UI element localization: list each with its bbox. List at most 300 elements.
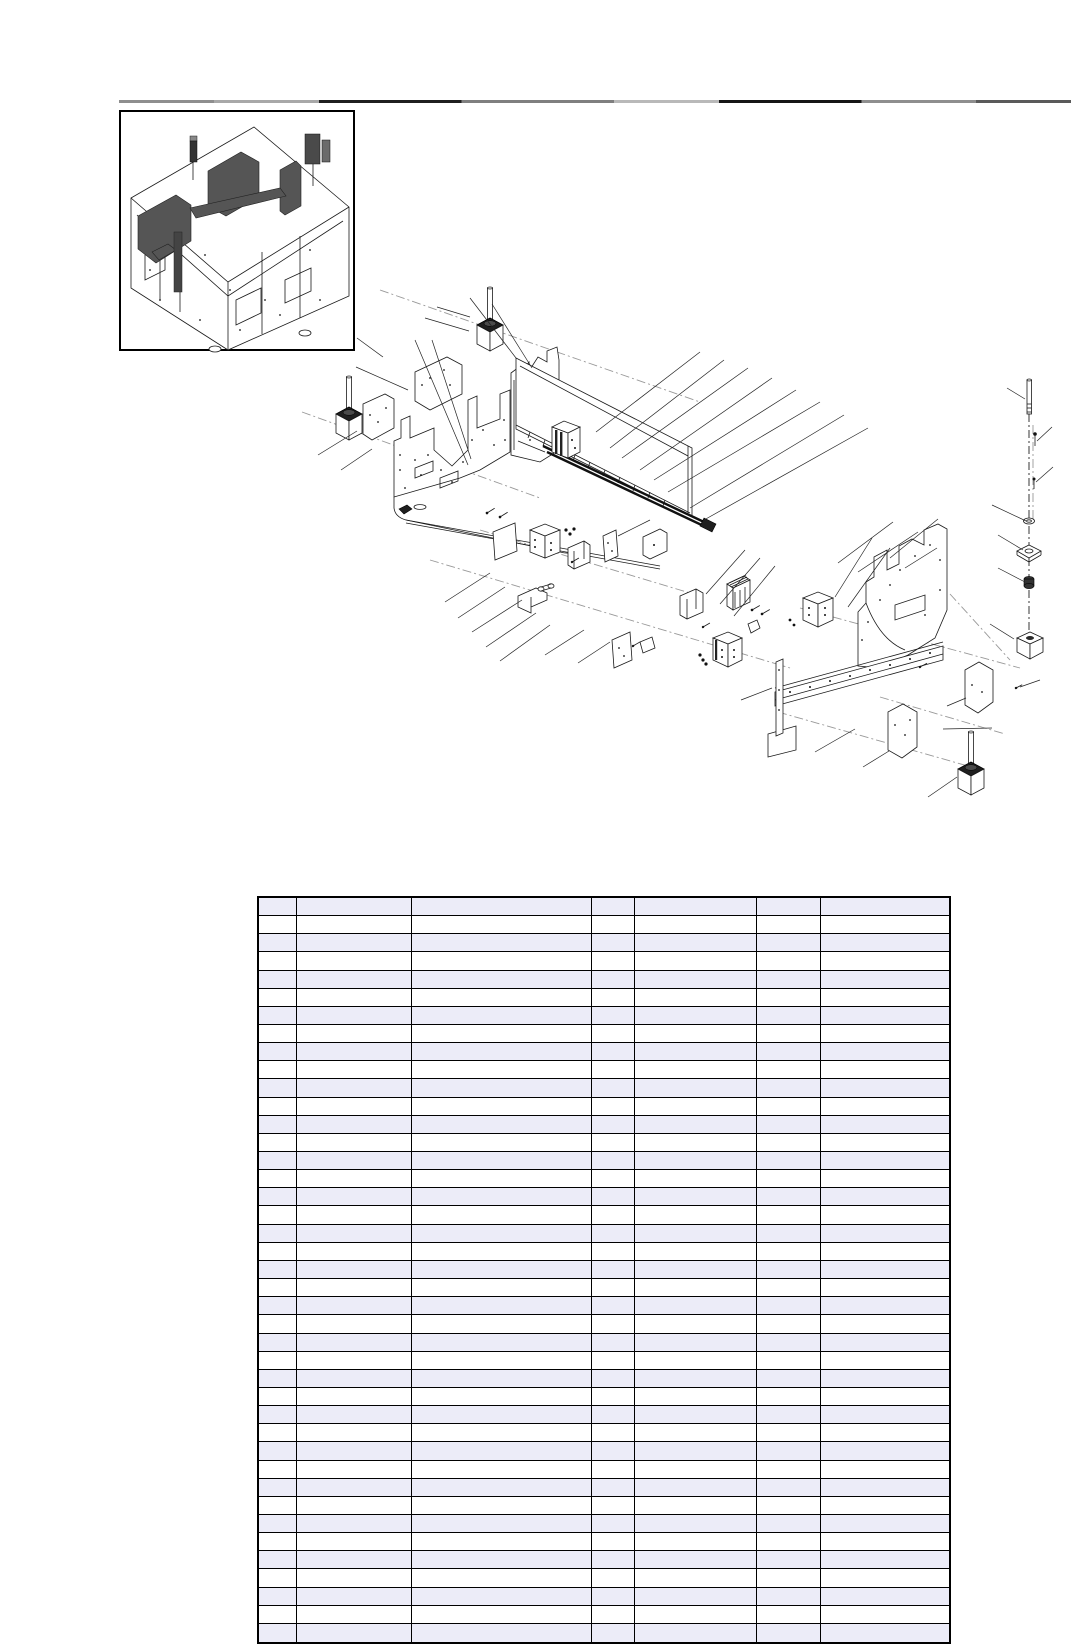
table-cell [592, 1279, 635, 1297]
table-cell [757, 934, 822, 952]
table-cell [635, 1352, 757, 1370]
table-cell [259, 1479, 297, 1497]
table-cell [635, 1388, 757, 1406]
table-cell [635, 1461, 757, 1479]
table-cell [297, 1261, 412, 1279]
washer [1024, 518, 1035, 524]
lock-nut [1024, 576, 1034, 588]
table-cell [412, 1279, 592, 1297]
table-cell [259, 1261, 297, 1279]
table-cell [592, 934, 635, 952]
table-cell [259, 1061, 297, 1079]
table-cell [635, 989, 757, 1007]
table-cell [259, 1406, 297, 1424]
table-cell [412, 1442, 592, 1460]
table-cell [412, 1225, 592, 1243]
table-cell [297, 1007, 412, 1025]
table-cell [297, 1134, 412, 1152]
table-cell [757, 1025, 822, 1043]
table-cell [592, 1424, 635, 1442]
table-cell [757, 1533, 822, 1551]
table-cell [412, 1424, 592, 1442]
table-cell [297, 1515, 412, 1533]
table-cell [592, 1098, 635, 1116]
table-cell [635, 1261, 757, 1279]
table-cell [757, 1388, 822, 1406]
table-cell [259, 1370, 297, 1388]
table-cell [635, 1606, 757, 1624]
table-cell [757, 1315, 822, 1333]
table-cell [412, 1479, 592, 1497]
table-cell [412, 916, 592, 934]
table-cell [297, 1424, 412, 1442]
table-cell [412, 1388, 592, 1406]
table-cell [592, 989, 635, 1007]
table-cell [757, 1279, 822, 1297]
table-cell [592, 952, 635, 970]
table-cell [592, 1606, 635, 1624]
table-cell [412, 1297, 592, 1315]
table-cell [757, 1424, 822, 1442]
table-cell [259, 1497, 297, 1515]
table-cell [592, 1370, 635, 1388]
table-cell [757, 1152, 822, 1170]
table-cell [635, 1315, 757, 1333]
table-cell [259, 1315, 297, 1333]
table-cell [412, 1170, 592, 1188]
rear-panel [516, 358, 692, 517]
table-cell [635, 1152, 757, 1170]
table-cell [592, 1134, 635, 1152]
table-cell [259, 1569, 297, 1587]
small-plate-a [415, 357, 462, 410]
table-cell [757, 1116, 822, 1134]
table-cell [412, 1025, 592, 1043]
table-cell [821, 1551, 949, 1569]
table-cell [757, 1588, 822, 1606]
table-cell [259, 952, 297, 970]
table-cell [259, 989, 297, 1007]
table-cell [297, 1533, 412, 1551]
table-cell [297, 1116, 412, 1134]
parts-list-table [257, 896, 951, 1644]
table-cell [412, 1152, 592, 1170]
table-cell [297, 916, 412, 934]
table-cell [592, 971, 635, 989]
table-cell [297, 1188, 412, 1206]
table-cell [259, 1243, 297, 1261]
table-cell [592, 1334, 635, 1352]
set-screw-upper [1033, 432, 1037, 446]
table-cell [757, 1134, 822, 1152]
table-cell [821, 1352, 949, 1370]
table-cell [821, 1569, 949, 1587]
table-cell [412, 1007, 592, 1025]
table-cell [592, 1170, 635, 1188]
table-cell [757, 989, 822, 1007]
table-cell [635, 1624, 757, 1642]
table-cell [412, 1461, 592, 1479]
table-cell [259, 1079, 297, 1097]
table-cell [412, 1261, 592, 1279]
table-cell [635, 1079, 757, 1097]
table-cell [297, 1479, 412, 1497]
table-cell [592, 1043, 635, 1061]
table-cell [297, 971, 412, 989]
table-header-cell [592, 898, 635, 916]
table-cell [635, 1424, 757, 1442]
table-cell [592, 1225, 635, 1243]
table-cell [635, 1206, 757, 1224]
table-cell [821, 1424, 949, 1442]
table-cell [821, 1206, 949, 1224]
small-parts-band [493, 523, 833, 668]
table-cell [259, 971, 297, 989]
table-cell [297, 1461, 412, 1479]
table-cell [821, 1624, 949, 1642]
table-cell [297, 1061, 412, 1079]
table-cell [297, 1388, 412, 1406]
table-cell [821, 952, 949, 970]
table-cell [821, 1170, 949, 1188]
right-side-frame-plate [858, 524, 947, 668]
table-cell [757, 1170, 822, 1188]
table-cell [259, 1170, 297, 1188]
table-cell [259, 1588, 297, 1606]
table-cell [635, 1370, 757, 1388]
table-cell [757, 1061, 822, 1079]
table-cell [259, 1424, 297, 1442]
table-cell [592, 1442, 635, 1460]
table-cell [821, 1025, 949, 1043]
table-cell [592, 1116, 635, 1134]
table-cell [412, 1569, 592, 1587]
table-cell [592, 1588, 635, 1606]
table-cell [821, 916, 949, 934]
table-cell [821, 1533, 949, 1551]
table-cell [297, 1043, 412, 1061]
table-cell [635, 1533, 757, 1551]
table-cell [297, 1315, 412, 1333]
table-cell [297, 1442, 412, 1460]
threaded-rod [1027, 379, 1032, 414]
table-cell [635, 916, 757, 934]
table-cell [259, 1225, 297, 1243]
table-cell [635, 1569, 757, 1587]
table-cell [821, 1388, 949, 1406]
table-cell [821, 1061, 949, 1079]
leveling-foot-front-left [477, 287, 503, 351]
table-cell [297, 1079, 412, 1097]
table-cell [297, 1098, 412, 1116]
table-cell [412, 1116, 592, 1134]
table-cell [635, 1279, 757, 1297]
table-cell [259, 1206, 297, 1224]
table-cell [821, 1479, 949, 1497]
table-cell [259, 1533, 297, 1551]
table-cell [592, 1188, 635, 1206]
table-cell [592, 1406, 635, 1424]
table-cell [635, 1497, 757, 1515]
table-cell [412, 1551, 592, 1569]
table-cell [635, 1334, 757, 1352]
motor-block [552, 421, 580, 458]
table-cell [757, 1206, 822, 1224]
table-cell [821, 1243, 949, 1261]
table-cell [412, 1606, 592, 1624]
table-cell [412, 1334, 592, 1352]
table-header-cell [757, 898, 822, 916]
table-cell [297, 1497, 412, 1515]
table-cell [259, 916, 297, 934]
table-cell [592, 1533, 635, 1551]
small-plate-b [363, 394, 394, 440]
table-cell [259, 934, 297, 952]
table-cell [757, 1406, 822, 1424]
table-cell [757, 1188, 822, 1206]
table-cell [412, 1315, 592, 1333]
table-cell [635, 1170, 757, 1188]
table-cell [412, 1533, 592, 1551]
table-cell [592, 1388, 635, 1406]
table-cell [259, 1134, 297, 1152]
table-cell [757, 1261, 822, 1279]
table-cell [297, 952, 412, 970]
table-cell [821, 1225, 949, 1243]
table-cell [297, 1588, 412, 1606]
table-cell [297, 1370, 412, 1388]
table-header-cell [259, 898, 297, 916]
table-cell [635, 1098, 757, 1116]
table-cell [635, 1134, 757, 1152]
table-cell [592, 1261, 635, 1279]
table-cell [259, 1188, 297, 1206]
table-cell [821, 1279, 949, 1297]
table-cell [592, 1206, 635, 1224]
table-cell [821, 1497, 949, 1515]
table-cell [412, 1352, 592, 1370]
table-cell [821, 1261, 949, 1279]
table-cell [259, 1624, 297, 1642]
table-cell [259, 1388, 297, 1406]
table-cell [635, 1243, 757, 1261]
table-cell [297, 1206, 412, 1224]
table-cell [635, 1442, 757, 1460]
table-cell [412, 1370, 592, 1388]
table-cell [412, 989, 592, 1007]
table-cell [592, 1352, 635, 1370]
table-cell [592, 1061, 635, 1079]
table-cell [297, 1297, 412, 1315]
table-cell [592, 916, 635, 934]
table-cell [757, 1297, 822, 1315]
table-cell [259, 1025, 297, 1043]
table-cell [821, 1442, 949, 1460]
table-cell [821, 1116, 949, 1134]
gusset-plate-rear [888, 704, 917, 758]
table-cell [757, 1461, 822, 1479]
table-cell [821, 1043, 949, 1061]
table-cell [592, 1551, 635, 1569]
table-cell [821, 1079, 949, 1097]
table-cell [635, 1025, 757, 1043]
table-cell [412, 1079, 592, 1097]
table-cell [821, 1188, 949, 1206]
centerlines [302, 290, 1033, 768]
table-cell [412, 1243, 592, 1261]
table-cell [635, 1297, 757, 1315]
table-cell [297, 1334, 412, 1352]
leveling-foot-rear-right [958, 731, 984, 795]
table-cell [757, 952, 822, 970]
table-cell [259, 1515, 297, 1533]
table-cell [297, 1569, 412, 1587]
table-cell [297, 1352, 412, 1370]
table-cell [592, 1515, 635, 1533]
table-cell [297, 989, 412, 1007]
table-header-cell [821, 898, 949, 916]
table-cell [259, 1442, 297, 1460]
table-cell [259, 1043, 297, 1061]
table-cell [635, 1515, 757, 1533]
table-cell [635, 1551, 757, 1569]
table-cell [259, 1098, 297, 1116]
table-cell [635, 1588, 757, 1606]
table-cell [821, 1134, 949, 1152]
table-cell [757, 1606, 822, 1624]
table-cell [821, 1588, 949, 1606]
table-cell [821, 1606, 949, 1624]
table-cell [592, 1315, 635, 1333]
table-cell [757, 1370, 822, 1388]
table-cell [259, 1606, 297, 1624]
table-cell [412, 1098, 592, 1116]
table-cell [635, 1188, 757, 1206]
table-cell [592, 1079, 635, 1097]
table-cell [412, 1497, 592, 1515]
table-cell [821, 1152, 949, 1170]
table-cell [821, 1297, 949, 1315]
table-cell [259, 1279, 297, 1297]
table-cell [757, 1569, 822, 1587]
table-cell [635, 1043, 757, 1061]
table-cell [592, 1297, 635, 1315]
table-cell [592, 1007, 635, 1025]
table-cell [412, 934, 592, 952]
table-cell [259, 1152, 297, 1170]
table-cell [635, 952, 757, 970]
table-cell [297, 1551, 412, 1569]
table-cell [259, 1352, 297, 1370]
table-cell [821, 989, 949, 1007]
table-cell [592, 1025, 635, 1043]
foot-block [1017, 632, 1043, 659]
table-cell [757, 916, 822, 934]
table-cell [297, 1243, 412, 1261]
table-cell [821, 1315, 949, 1333]
table-cell [635, 1479, 757, 1497]
table-cell [297, 1025, 412, 1043]
inset-machine-drawing [131, 127, 349, 352]
table-cell [635, 1225, 757, 1243]
table-cell [259, 1297, 297, 1315]
table-header-cell [412, 898, 592, 916]
table-cell [412, 1134, 592, 1152]
table-cell [757, 1515, 822, 1533]
table-cell [821, 1461, 949, 1479]
table-cell [821, 1406, 949, 1424]
table-cell [297, 1279, 412, 1297]
table-cell [757, 1624, 822, 1642]
table-cell [821, 1098, 949, 1116]
table-cell [412, 1206, 592, 1224]
table-cell [757, 1479, 822, 1497]
table-cell [259, 1007, 297, 1025]
table-cell [297, 1152, 412, 1170]
table-cell [757, 1225, 822, 1243]
table-cell [297, 1406, 412, 1424]
table-cell [592, 1624, 635, 1642]
table-cell [259, 1116, 297, 1134]
table-cell [635, 1406, 757, 1424]
table-cell [757, 971, 822, 989]
table-cell [412, 1043, 592, 1061]
table-cell [821, 1007, 949, 1025]
table-cell [412, 1188, 592, 1206]
table-cell [412, 1588, 592, 1606]
table-cell [297, 1170, 412, 1188]
table-cell [297, 1225, 412, 1243]
table-cell [412, 1406, 592, 1424]
table-cell [412, 1061, 592, 1079]
table-cell [821, 971, 949, 989]
table-cell [757, 1043, 822, 1061]
table-cell [592, 1497, 635, 1515]
table-cell [259, 1461, 297, 1479]
table-cell [757, 1442, 822, 1460]
leveling-foot-rear-left [336, 376, 362, 440]
table-cell [757, 1551, 822, 1569]
table-cell [635, 971, 757, 989]
table-cell [635, 1061, 757, 1079]
table-header-cell [635, 898, 757, 916]
table-cell [592, 1461, 635, 1479]
table-cell [635, 1116, 757, 1134]
table-header-cell [297, 898, 412, 916]
table-cell [635, 934, 757, 952]
table-cell [821, 1334, 949, 1352]
gusset-plate-right [965, 662, 993, 713]
table-cell [757, 1352, 822, 1370]
table-cell [592, 1479, 635, 1497]
table-cell [412, 952, 592, 970]
table-cell [297, 1606, 412, 1624]
table-cell [592, 1243, 635, 1261]
table-cell [635, 1007, 757, 1025]
table-cell [757, 1007, 822, 1025]
table-cell [259, 1334, 297, 1352]
table-cell [412, 1624, 592, 1642]
exploded-view-diagram [302, 287, 1053, 797]
table-cell [412, 971, 592, 989]
table-cell [297, 1624, 412, 1642]
leveling-foot-exploded [1017, 379, 1043, 659]
table-cell [821, 934, 949, 952]
table-cell [757, 1098, 822, 1116]
table-cell [259, 1551, 297, 1569]
table-cell [757, 1079, 822, 1097]
table-cell [757, 1243, 822, 1261]
